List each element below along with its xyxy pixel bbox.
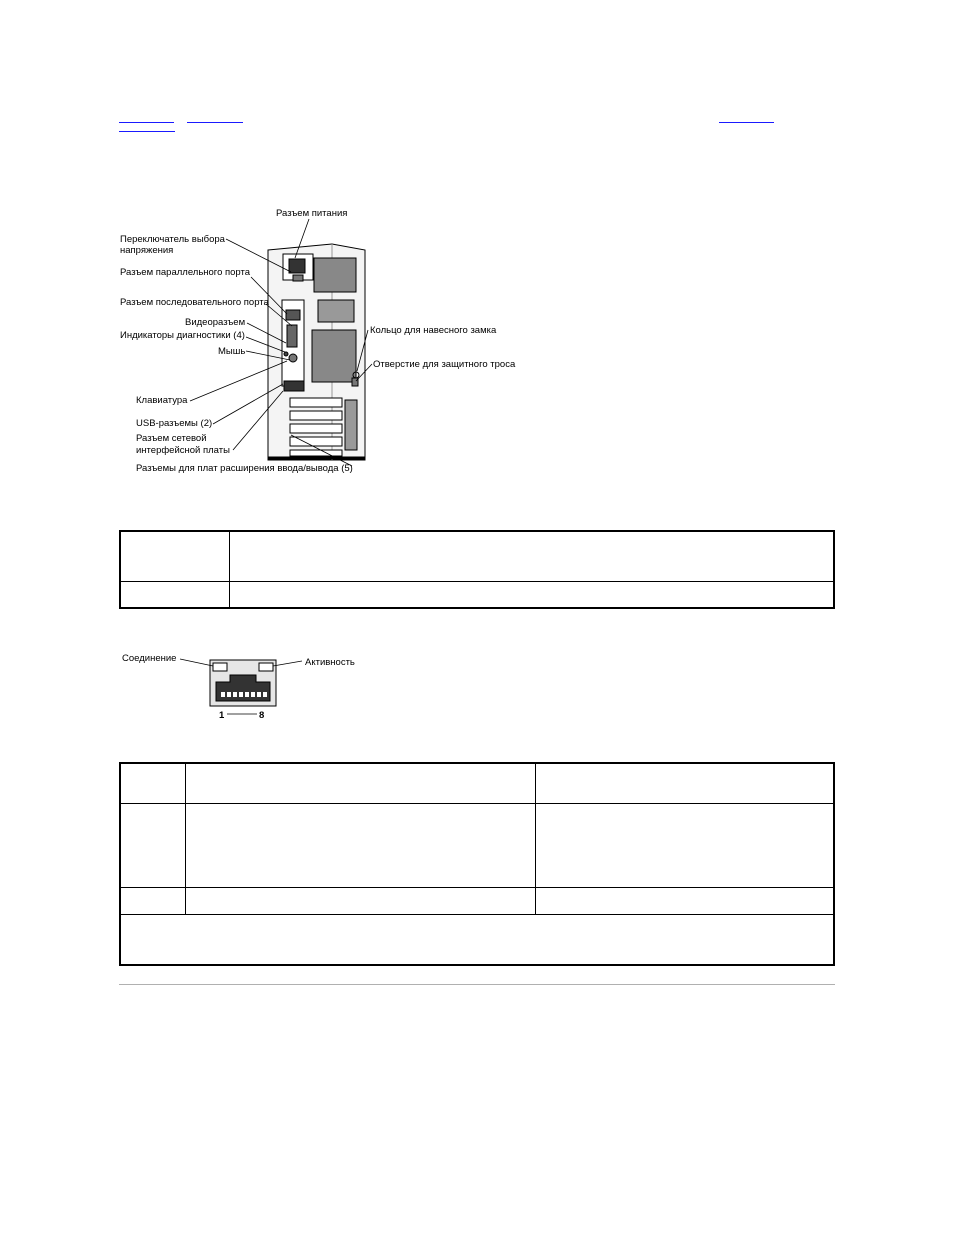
nav-link-4[interactable] (119, 121, 175, 132)
label-expansion-slots: Разъемы для плат расширения ввода/вывода (5) (136, 463, 353, 474)
label-activity: Активность (305, 657, 355, 668)
label-video: Видеоразъем (185, 317, 246, 328)
nic-port-illustration (210, 660, 276, 706)
label-padlock-ring: Кольцо для навесного замка (370, 325, 497, 336)
table-2-column-divider-1 (185, 764, 186, 914)
nic-connector-figure (118, 648, 368, 723)
table-1-row-divider (121, 581, 833, 582)
back-panel-figure (110, 200, 540, 480)
label-diag-lights: Индикаторы диагностики (4) (120, 330, 245, 341)
label-voltage-switch-1: Переключатель выбора (120, 234, 225, 245)
nav-link-2[interactable] (187, 111, 243, 123)
table-2-row-divider-1 (121, 803, 833, 804)
table-2 (119, 762, 835, 966)
label-serial-port: Разъем последовательного порта (120, 297, 269, 308)
label-usb: USB-разъемы (2) (136, 418, 213, 429)
table-2-row-divider-3 (121, 914, 833, 915)
label-pin-first: 1 (219, 710, 225, 721)
label-keyboard: Клавиатура (136, 395, 188, 406)
label-mouse: Мышь (218, 346, 246, 357)
table-1 (119, 530, 835, 609)
label-nic-1: Разъем сетевой (136, 433, 207, 444)
label-link: Соединение (122, 653, 177, 664)
nav-link-3[interactable] (719, 111, 774, 123)
table-2-row-divider-2 (121, 887, 833, 888)
table-1-column-divider (229, 532, 230, 607)
label-cable-slot: Отверстие для защитного троса (373, 359, 516, 370)
label-pin-last: 8 (259, 710, 265, 721)
horizontal-rule (119, 984, 835, 985)
label-power-connector: Разъем питания (276, 208, 348, 219)
computer-back-illustration (268, 244, 365, 460)
label-nic-2: интерфейсной платы (136, 445, 230, 456)
label-parallel-port: Разъем параллельного порта (120, 267, 251, 278)
table-2-column-divider-2 (535, 764, 536, 914)
label-voltage-switch-2: напряжения (120, 245, 174, 256)
